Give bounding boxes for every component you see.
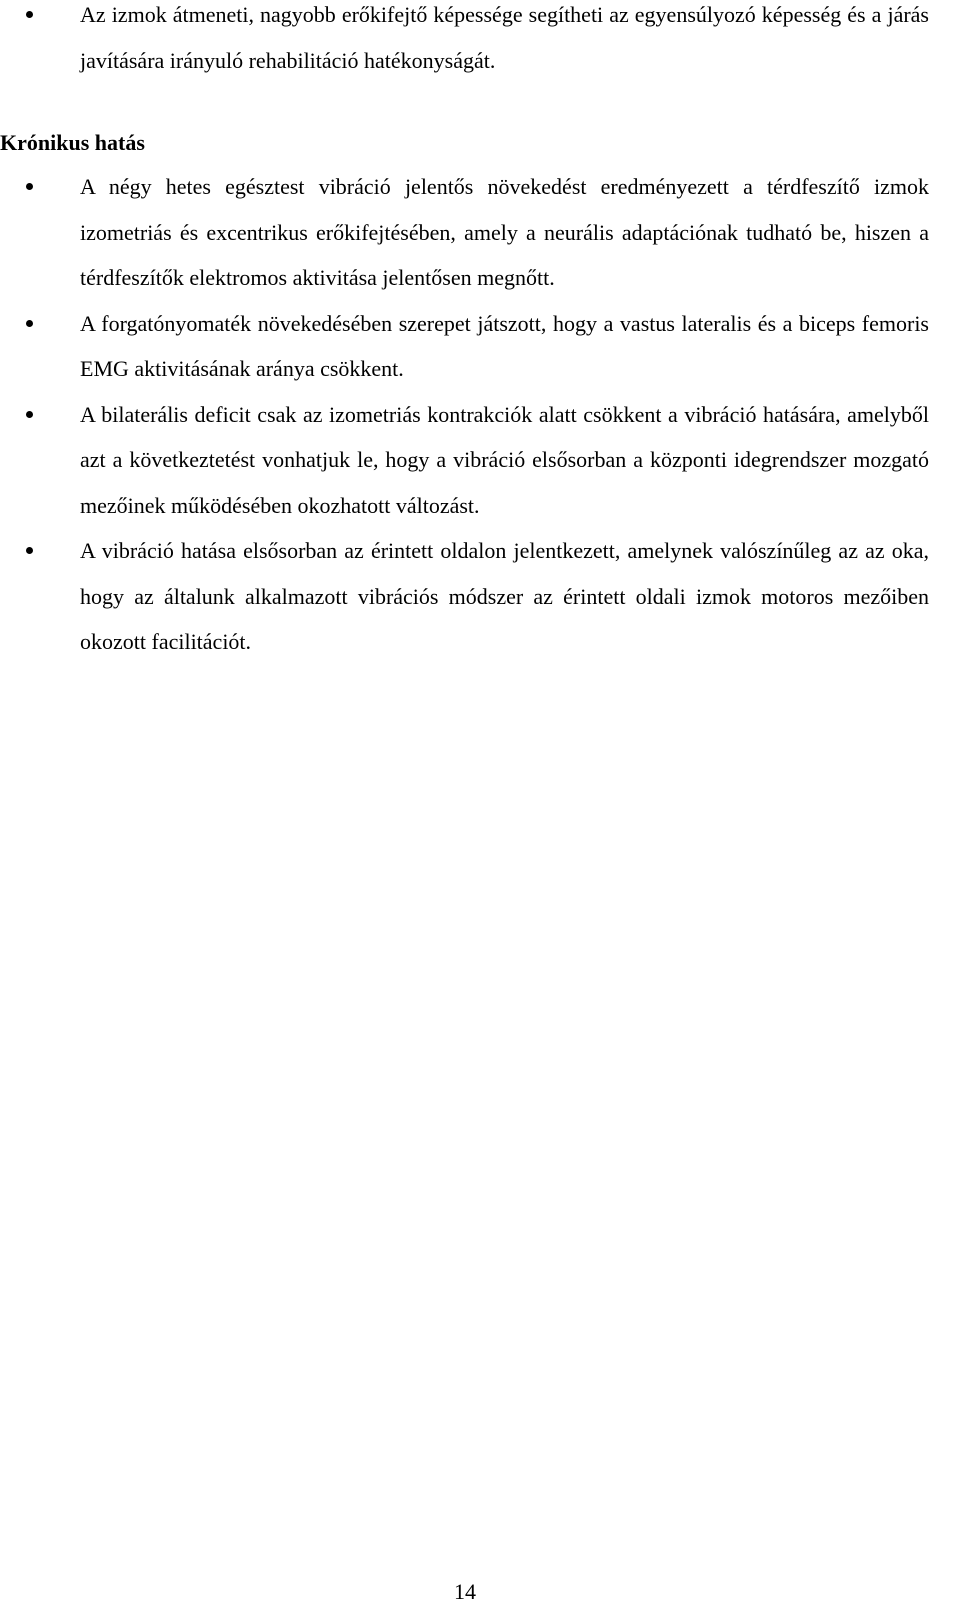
intro-bullet-list bbox=[0, 0, 929, 83]
bullet-text: A négy hetes egésztest vibráció jelentős növekedést eredményezett a térdfeszítő izmok izometriás és excentrikus erőkifejtésében, amely a neurális adaptációnak tudható be, hiszen a térdfeszítők elektromos aktivitása jelentősen megnőtt. bbox=[80, 174, 929, 290]
bullet-text: A vibráció hatása elsősorban az érintett oldalon jelentkezett, amelynek valószínűleg az az oka, hogy az általunk alkalmazott vibrációs módszer az érintett oldali izmok motoros mezőiben okozott facilitációt. bbox=[80, 538, 929, 654]
list-item bbox=[0, 164, 929, 301]
bullet-icon bbox=[26, 320, 33, 327]
list-item bbox=[0, 301, 929, 392]
bullet-text: A forgatónyomaték növekedésében szerepet játszott, hogy a vastus lateralis és a biceps femoris EMG aktivitásának aránya csökkent. bbox=[80, 310, 929, 381]
list-item bbox=[0, 528, 929, 665]
bullet-icon bbox=[26, 183, 33, 190]
list-item bbox=[0, 392, 929, 529]
section-heading: Krónikus hatás bbox=[0, 130, 145, 155]
bullet-icon bbox=[26, 11, 33, 18]
bullet-icon bbox=[26, 547, 33, 554]
list-item bbox=[0, 0, 929, 83]
section-bullet-list bbox=[0, 164, 929, 665]
page-number: 14 bbox=[454, 1579, 476, 1604]
bullet-icon bbox=[26, 411, 33, 418]
bullet-text: Az izmok átmeneti, nagyobb erőkifejtő képessége segítheti az egyensúlyozó képesség és a járás javítására irányuló rehabilitáció hatékonyságát. bbox=[80, 2, 929, 73]
bullet-text: A bilaterális deficit csak az izometriás kontrakciók alatt csökkent a vibráció hatására, amelyből azt a következtetést vonhatjuk le, hogy a vibráció elsősorban a központi idegrendszer mozgató mezőinek működésében okozhatott változást. bbox=[80, 401, 929, 518]
